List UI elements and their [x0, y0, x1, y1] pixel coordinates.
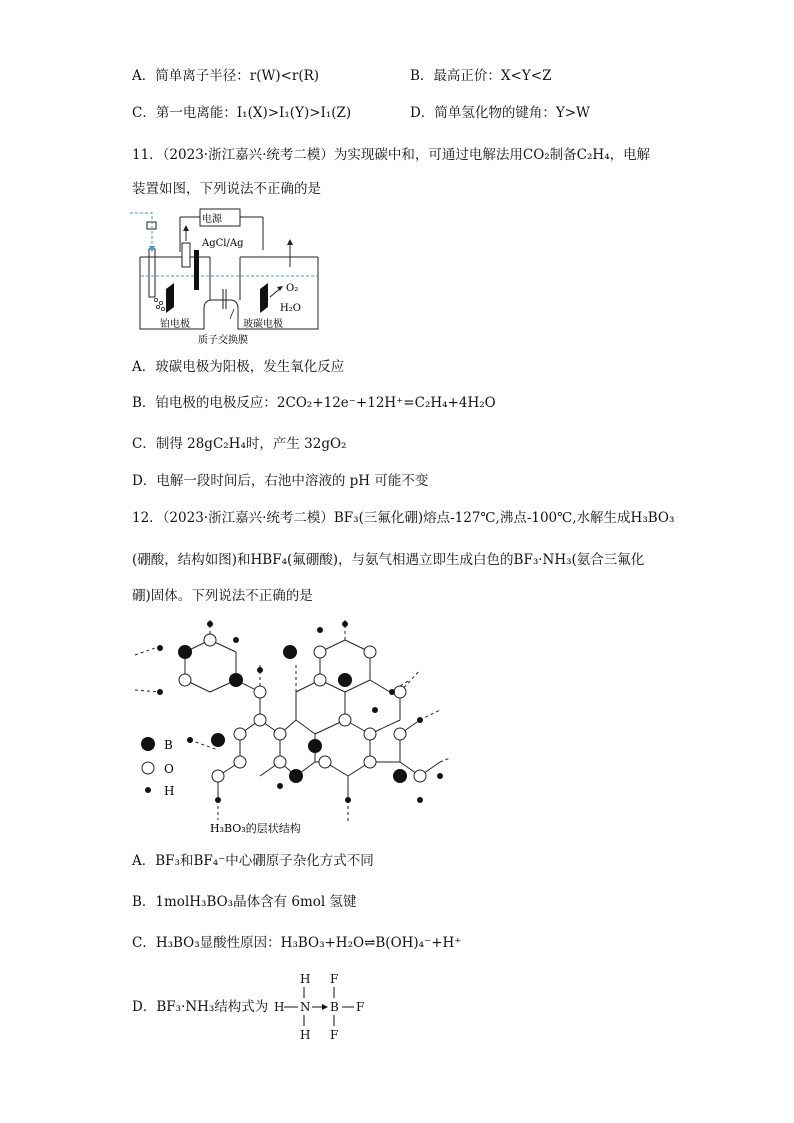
power-label: 电源	[202, 214, 222, 225]
struct-f-top: F	[330, 972, 339, 986]
structure-caption: H₃BO₃的层状结构	[210, 822, 301, 835]
struct-f-right: F	[356, 1000, 365, 1014]
q12-stem-line3: 硼)固体。下列说法不正确的是	[132, 588, 313, 604]
struct-f-bottom: F	[330, 1028, 339, 1042]
membrane-label: 质子交换膜	[198, 335, 248, 346]
q10-option-d: D．简单氢化物的键角：Y>W	[410, 105, 590, 121]
boric-acid-structure	[130, 610, 450, 840]
electrolysis-diagram	[130, 205, 330, 347]
struct-h-bottom: H	[300, 1028, 311, 1042]
struct-n: N	[300, 1000, 311, 1014]
q11-option-a: A．玻碳电极为阳极，发生氧化反应	[132, 359, 345, 375]
pt-electrode-label: 铂电极	[160, 319, 190, 330]
o2-label: O₂	[286, 283, 299, 294]
q10-option-c: C．第一电离能：I₁(X)>I₁(Y)>I₁(Z)	[132, 105, 352, 121]
struct-h-top: H	[300, 972, 311, 986]
q12-option-a: A．BF₃和BF₄⁻中心硼原子杂化方式不同	[132, 853, 374, 869]
gc-electrode-label: 玻碳电极	[243, 319, 283, 330]
q11-stem-line1: 11．（2023·浙江嘉兴·统考二模）为实现碳中和，可通过电解法用CO₂制备C₂H₄，电解	[132, 147, 651, 163]
q10-option-b: B．最高正价：X<Y<Z	[410, 68, 552, 84]
legend-o: O	[164, 762, 174, 776]
q11-option-b: B．铂电极的电极反应：2CO₂+12e⁻+12H⁺=C₂H₄+4H₂O	[132, 395, 496, 411]
bf3-nh3-structure	[272, 970, 372, 1042]
h2o-label: H₂O	[280, 303, 301, 314]
legend-b: B	[164, 738, 173, 752]
agcl-label: AgCl/Ag	[202, 238, 244, 249]
q11-stem-line2: 装置如图，下列说法不正确的是	[132, 181, 321, 197]
q11-option-d: D．电解一段时间后，右池中溶液的 pH 可能不变	[132, 473, 429, 489]
q10-option-a: A．简单离子半径：r(W)<r(R)	[132, 68, 320, 84]
struct-h-left: H	[274, 1000, 285, 1014]
struct-b: B	[330, 1000, 339, 1014]
q12-option-b: B．1molH₃BO₃晶体含有 6mol 氢键	[132, 894, 357, 910]
q12-option-d: D．BF₃·NH₃结构式为	[132, 999, 269, 1015]
legend-h: H	[164, 784, 175, 798]
q12-option-c: C．H₃BO₃显酸性原因：H₃BO₃+H₂O⇌B(OH)₄⁻+H⁺	[132, 935, 462, 951]
q12-stem-line1: 12．（2023·浙江嘉兴·统考二模）BF₃(三氟化硼)熔点-127℃,沸点-100℃,水解生成H₃BO₃	[132, 510, 675, 526]
q11-option-c: C．制得 28gC₂H₄时，产生 32gO₂	[132, 436, 347, 452]
q12-stem-line2: (硼酸，结构如图)和HBF₄(氟硼酸)，与氨气相遇立即生成白色的BF₃·NH₃(氨合三氟化	[132, 552, 645, 568]
